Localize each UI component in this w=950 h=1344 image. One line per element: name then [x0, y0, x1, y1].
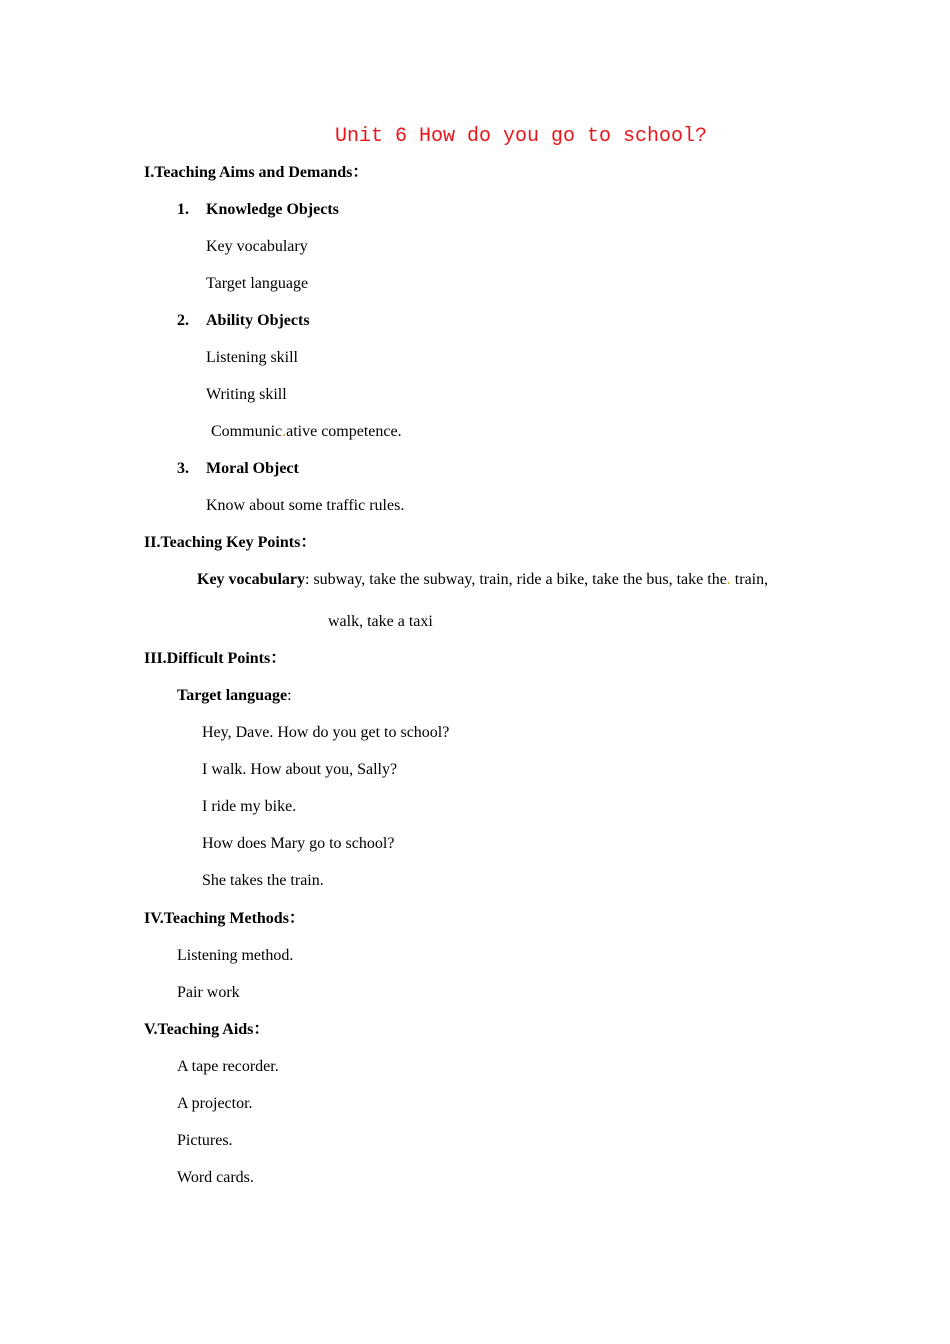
- list-item: Writing skill: [206, 386, 287, 403]
- dialogue-line: How does Mary go to school?: [202, 835, 395, 852]
- item-label: Ability Objects: [206, 312, 310, 329]
- page-title: Unit 6 How do you go to school?: [335, 125, 708, 148]
- item-label: Moral Object: [206, 460, 299, 477]
- key-vocabulary-line: [197, 570, 768, 590]
- section-heading-aims: I.Teaching Aims and Demands：: [144, 164, 369, 181]
- list-item: Key vocabulary: [206, 238, 308, 255]
- section-heading-aids: V.Teaching Aids：: [144, 1021, 270, 1038]
- dialogue-line: I walk. How about you, Sally?: [202, 761, 398, 778]
- dialogue-line: She takes the train.: [202, 872, 324, 889]
- key-vocabulary-label: Key vocabulary: [197, 571, 305, 588]
- target-language-label: Target language: [177, 687, 288, 704]
- item-number: 3.: [177, 460, 189, 477]
- list-item: Target language: [206, 275, 309, 292]
- item-label: Knowledge Objects: [206, 201, 339, 218]
- text-segment: :: [287, 687, 292, 704]
- list-item: Know about some traffic rules.: [206, 497, 405, 514]
- list-item: Word cards.: [177, 1169, 254, 1186]
- list-item: Listening skill: [206, 349, 298, 366]
- key-vocabulary-continuation: walk, take a taxi: [328, 613, 433, 630]
- ability-objects-item: [177, 311, 310, 331]
- section-heading-methods: IV.Teaching Methods：: [144, 910, 305, 927]
- list-item: Listening method.: [177, 947, 294, 964]
- dialogue-line: I ride my bike.: [202, 798, 297, 815]
- list-item: Pair work: [177, 984, 240, 1001]
- list-item: [211, 422, 402, 442]
- text-segment: : subway, take the subway, train, ride a bike, take the bus, take the: [305, 571, 727, 588]
- text-segment: train,: [730, 571, 769, 588]
- list-item: A projector.: [177, 1095, 253, 1112]
- list-item: Pictures.: [177, 1132, 233, 1149]
- dialogue-line: Hey, Dave. How do you get to school?: [202, 724, 450, 741]
- stray-dot: .: [282, 423, 287, 440]
- text-segment: ative competence.: [286, 423, 402, 440]
- target-language-line: [177, 686, 292, 706]
- moral-object-item: [177, 459, 299, 479]
- item-number: 2.: [177, 312, 189, 329]
- text-segment: Communic: [211, 423, 283, 440]
- section-heading-key-points: II.Teaching Key Points：: [144, 534, 317, 551]
- list-item: A tape recorder.: [177, 1058, 279, 1075]
- item-number: 1.: [177, 201, 189, 218]
- knowledge-objects-item: [177, 200, 339, 220]
- stray-dot: .: [726, 571, 731, 588]
- section-heading-difficult-points: III.Difficult Points：: [144, 650, 287, 667]
